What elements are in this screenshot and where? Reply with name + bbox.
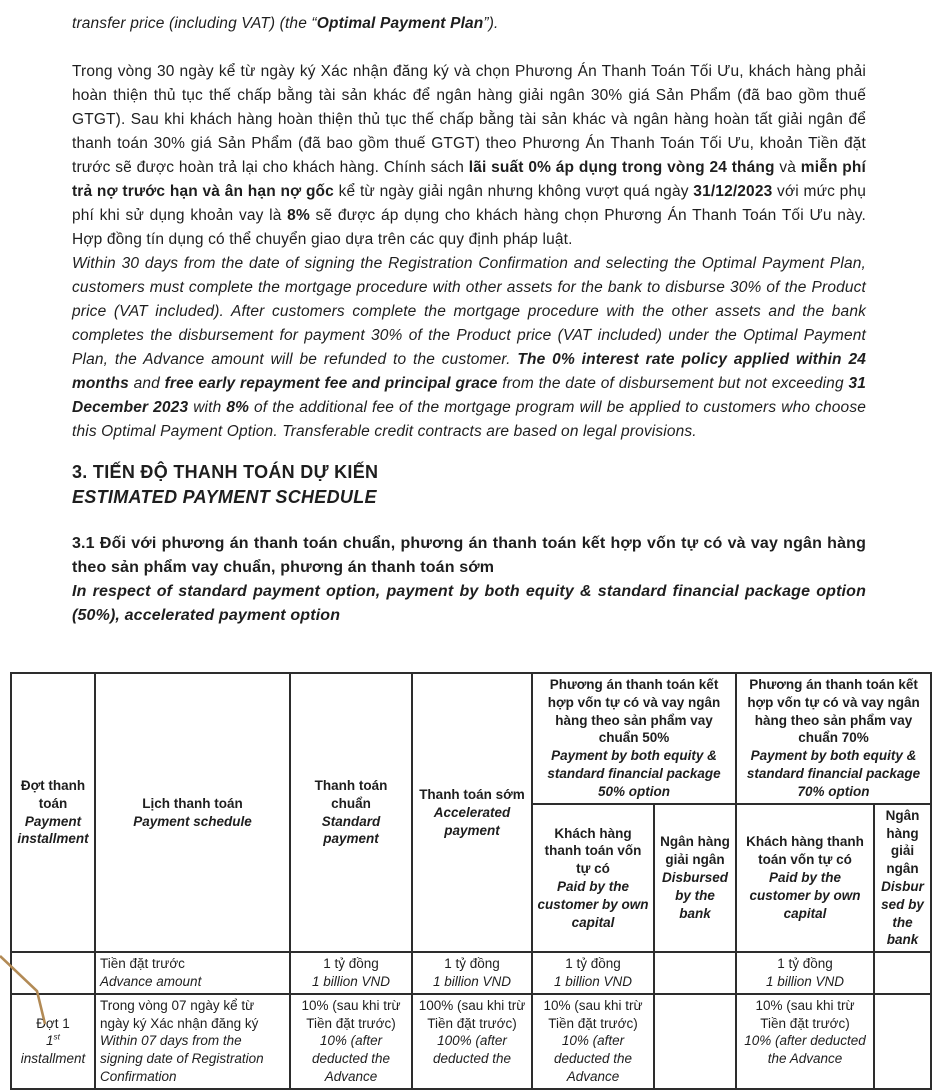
- advance-customer50-cell: 1 tỷ đồng 1 billion VND: [532, 952, 654, 994]
- header-payment-schedule-vn: Lịch thanh toán: [142, 795, 243, 811]
- advance-standard-cell: 1 tỷ đồng 1 billion VND: [290, 952, 412, 994]
- installment-1-customer50-cell: 10% (sau khi trừ Tiền đặt trước) 10% (after deducted the Advance: [532, 994, 654, 1089]
- header-standard-payment-en: Standard payment: [321, 813, 381, 847]
- header-combined-70-vn: Phương án thanh toán kết hợp vốn tự có và vay ngân hàng theo sản phẩm vay chuẩn 70%: [747, 677, 920, 746]
- payment-schedule-table: [10, 672, 932, 1090]
- header-accelerated-payment-vn: Thanh toán sớm: [419, 786, 525, 802]
- advance-installment-cell: [11, 952, 95, 994]
- header-disbursed-by-bank-70-en: Disbursed by the bank: [881, 878, 924, 948]
- header-standard-payment: [290, 673, 412, 952]
- header-combined-70: [736, 673, 931, 804]
- section-3-1-title-vn: 3.1 Đối với phương án thanh toán chuẩn, phương án thanh toán kết hợp vốn tự có và vay ngân hàng theo sản phẩm vay chuẩn, phương án thanh toán sớm: [72, 534, 866, 576]
- header-disbursed-by-bank-50-vn: Ngân hàng giải ngân: [660, 834, 730, 868]
- advance-accelerated-cell: 1 tỷ đồng 1 billion VND: [412, 952, 532, 994]
- installment-1-standard-cell: 10% (sau khi trừ Tiền đặt trước) 10% (after deducted the Advance: [290, 994, 412, 1089]
- installment-1-bank50-cell: [654, 994, 736, 1089]
- header-combined-70-en: Payment by both equity & standard financial package 70% option: [746, 748, 921, 799]
- header-paid-by-customer-50: [532, 804, 654, 953]
- header-payment-installment: [11, 673, 95, 952]
- header-disbursed-by-bank-70-vn: Ngân hàng giải ngân: [885, 807, 920, 877]
- header-standard-payment-vn: Thanh toán chuẩn: [314, 777, 388, 811]
- section-3-title-en: ESTIMATED PAYMENT SCHEDULE: [72, 487, 377, 508]
- advance-bank50-cell: [654, 952, 736, 994]
- table-row-installment-1: [11, 994, 931, 1089]
- header-accelerated-payment-en: Accelerated payment: [433, 804, 511, 838]
- header-disbursed-by-bank-70: [874, 804, 931, 953]
- header-disbursed-by-bank-50-en: Disbursed by the bank: [661, 870, 729, 921]
- installment-1-bank70-cell: [874, 994, 931, 1089]
- header-accelerated-payment: [412, 673, 532, 952]
- intro-line: transfer price (including VAT) (the “Optimal Payment Plan”).: [72, 15, 499, 32]
- installment-1-accelerated-cell: 100% (sau khi trừ Tiền đặt trước) 100% (after deducted the: [412, 994, 532, 1089]
- header-paid-by-customer-70: [736, 804, 874, 953]
- advance-bank70-cell: [874, 952, 931, 994]
- advance-schedule-vn: Tiền đặt trước: [100, 956, 185, 972]
- header-payment-installment-vn: Đợt thanh toán: [20, 777, 86, 811]
- section-3-title-vn: 3. TIẾN ĐỘ THANH TOÁN DỰ KIẾN: [72, 462, 379, 483]
- installment-1-schedule-cell: Trong vòng 07 ngày kể từ ngày ký Xác nhận đăng ký Within 07 days from the signing date of Registration Confirmation: [95, 994, 290, 1089]
- table-header-row-1: [11, 673, 931, 804]
- installment-1-label-vn: Đợt 1: [36, 1015, 70, 1031]
- text-column: [72, 12, 866, 628]
- section-3-heading: [72, 460, 866, 510]
- table-row-advance: [11, 952, 931, 994]
- advance-schedule-en: Advance amount: [100, 974, 202, 989]
- header-payment-installment-en: Payment installment: [17, 813, 89, 847]
- header-combined-50: [532, 673, 736, 804]
- header-combined-50-en: Payment by both equity & standard financial package 50% option: [547, 748, 721, 799]
- header-disbursed-by-bank-50: [654, 804, 736, 953]
- header-paid-by-customer-70-en: Paid by the customer by own capital: [749, 870, 861, 921]
- installment-1-label-en: 1st installment: [20, 1031, 86, 1067]
- header-combined-50-vn: Phương án thanh toán kết hợp vốn tự có và vay ngân hàng theo sản phẩm vay chuẩn 50%: [547, 677, 721, 746]
- advance-schedule-cell: [95, 952, 290, 994]
- header-paid-by-customer-50-en: Paid by the customer by own capital: [537, 878, 649, 930]
- header-paid-by-customer-70-vn: Khách hàng thanh toán vốn tự có: [746, 834, 864, 868]
- section-3-1-heading: [72, 532, 866, 628]
- installment-1-label-cell: [11, 994, 95, 1089]
- header-payment-schedule-en: Payment schedule: [133, 813, 252, 829]
- advance-customer70-cell: 1 tỷ đồng 1 billion VND: [736, 952, 874, 994]
- section-3-1-title-en: In respect of standard payment option, payment by both equity & standard financial package option (50%), accelerated payment option: [72, 582, 866, 624]
- paragraph-vietnamese: Trong vòng 30 ngày kể từ ngày ký Xác nhận đăng ký và chọn Phương Án Thanh Toán Tối Ưu, khách hàng phải hoàn thiện thủ tục thế chấp bằng tài sản khác để ngân hàng giải ngân 30% giá Sản Phẩm (đã bao gồm thuế GTGT). Sau khi khách hàng hoàn thiện thủ tục thế chấp bằng tài sản khác và ngân hàng hoàn tất giải ngân để thanh toán 30% giá Sản Phẩm (đã bao gồm thuế GTGT) theo Phương Án Thanh Toán Tối Ưu, khoản Tiền đặt trước sẽ được hoàn trả lại cho khách hàng. Chính sách lãi suất 0% áp dụng trong vòng 24 tháng và miễn phí trả nợ trước hạn và ân hạn nợ gốc kể từ ngày giải ngân nhưng không vượt quá ngày 31/12/2023 với mức phụ phí khi sử dụng khoản vay là 8% sẽ được áp dụng cho khách hàng chọn Phương Án Thanh Toán Tối Ưu này. Hợp đồng tín dụng có thể chuyển giao dựa trên các quy định pháp luật.: [72, 63, 866, 249]
- header-paid-by-customer-50-vn: Khách hàng thanh toán vốn tự có: [544, 825, 642, 877]
- paragraph-english: Within 30 days from the date of signing the Registration Confirmation and selecting the Optimal Payment Plan, customers must complete the mortgage procedure with other assets for the bank to disburse 30% of the Product price (VAT included). After customers complete the mortgage procedure with the other assets and the bank completes the disbursement for payment 30% of the Product price (VAT included) under the Optimal Payment Plan, the Advance amount will be refunded to the customer. The 0% interest rate policy applied within 24 months and free early repayment fee and principal grace from the date of disbursement but not exceeding 31 December 2023 with 8% of the additional fee of the mortgage program will be applied to customers who choose this Optimal Payment Option. Transferable credit contracts are based on legal provisions.: [72, 255, 866, 441]
- installment-1-customer70-cell: 10% (sau khi trừ Tiền đặt trước) 10% (after deducted the Advance: [736, 994, 874, 1089]
- header-payment-schedule: [95, 673, 290, 952]
